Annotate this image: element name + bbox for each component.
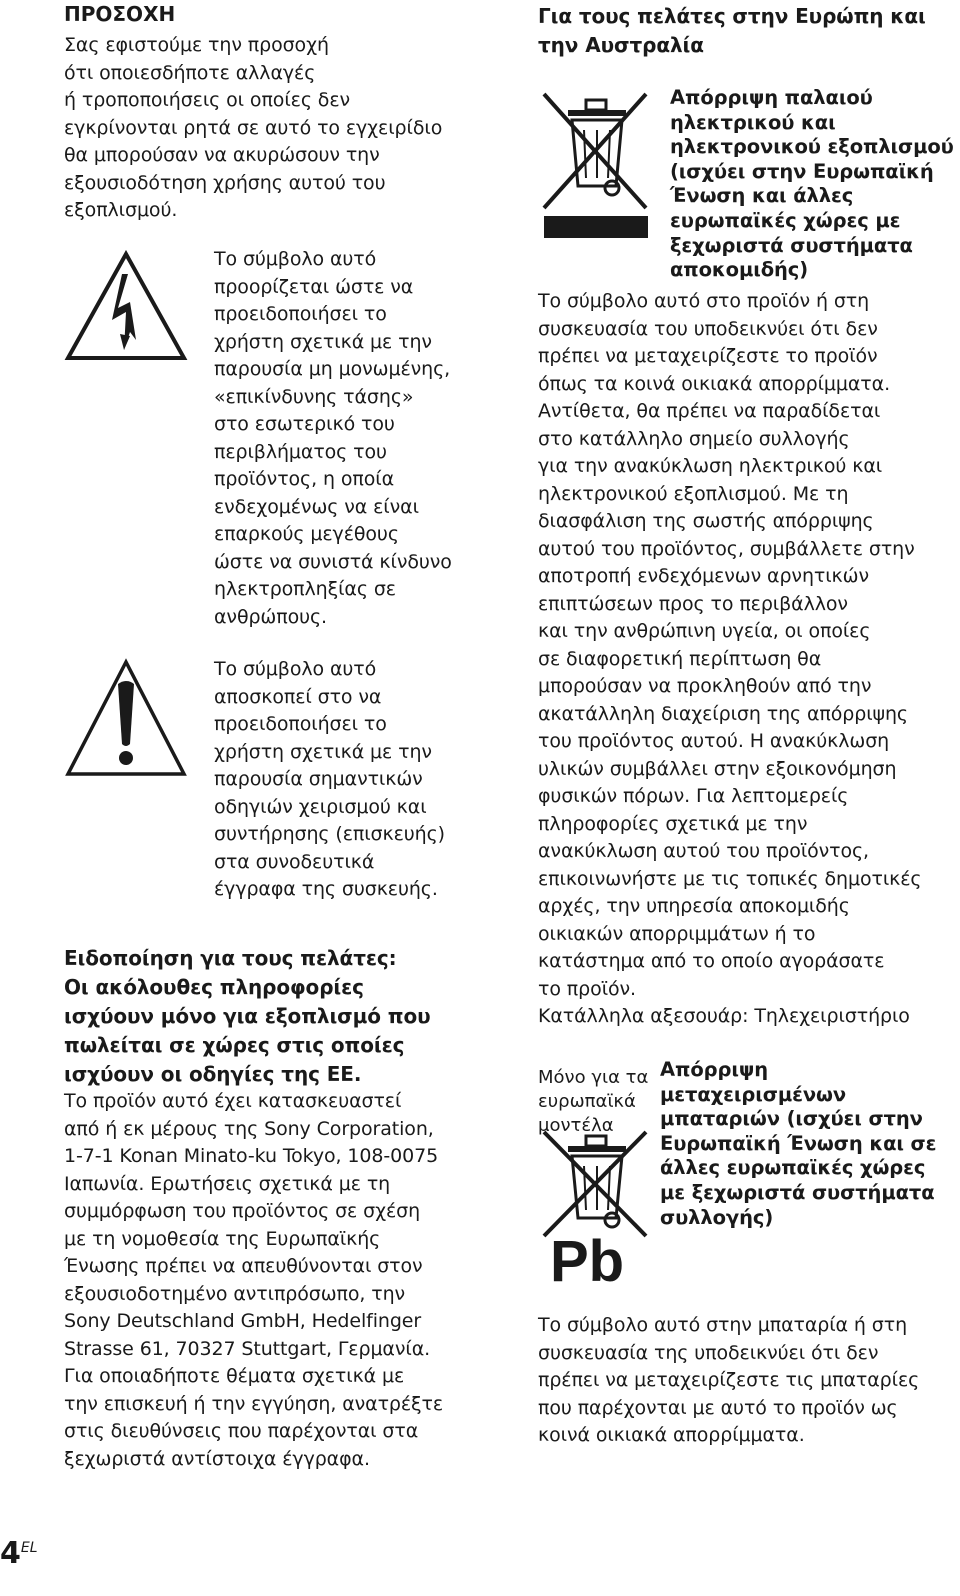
lightning-symbol-text: Το σύμβολο αυτό προορίζεται ώστε να προειδοποιήσει το χρήστη σχετικά με την παρουσία μη μονωμένης, «επικίνδυνης τάσης» στο εσωτερικό του περιβλήματος του προϊόντος, η οποία ενδεχομένως να είναι επαρκούς μεγέθους ώστε να συνιστά κίνδυνο ηλεκτροπληξίας σε ανθρώπους. bbox=[214, 248, 452, 628]
eu-notice-heading: Ειδοποίηση για τους πελάτες: Οι ακόλουθες πληροφορίες ισχύουν μόνο για εξοπλισμό που πωλείται σε χώρες στις οποίες ισχύουν οι οδηγίες της ΕΕ. bbox=[64, 946, 431, 1086]
caution-title: ΠΡΟΣΟΧΗ bbox=[64, 2, 176, 26]
battery-bin-pb-symbol bbox=[538, 1130, 658, 1300]
crossed-out-battery-bin-icon bbox=[538, 1130, 654, 1240]
exclamation-warning-icon bbox=[64, 658, 188, 778]
crossed-out-wheelie-bin-icon bbox=[538, 90, 654, 240]
weee-disposal-heading: Απόρριψη παλαιού ηλεκτρικού και ηλεκτρονικού εξοπλισμού (ισχύει στην Ευρωπαϊκή Ένωση και άλλες ευρωπαϊκές χώρες με ξεχωριστά συστήματα αποκομιδής) bbox=[670, 86, 954, 282]
page-number-value: 4 bbox=[0, 1536, 21, 1571]
lead-pb-label: Pb bbox=[550, 1229, 625, 1294]
european-models-only-label: Μόνο για τα ευρωπαϊκά μοντέλα bbox=[538, 1067, 649, 1136]
page-number bbox=[0, 1536, 38, 1571]
battery-disposal-text: Το σύμβολο αυτό στην μπαταρία ή στη συσκευασία της υποδεικνύει ότι δεν πρέπει να μεταχειρίζεστε τις μπαταρίες που παρέχονται με αυτό το προϊόν ως κοινά οικιακά απορρίμματα. bbox=[538, 1314, 920, 1446]
exclamation-symbol-text: Το σύμβολο αυτό αποσκοπεί στο να προειδοποιήσει το χρήστη σχετικά με την παρουσία σημαντικών οδηγιών χειρισμού και συντήρησης (επισκευής) στα συνοδευτικά έγγραφα της συσκευής. bbox=[214, 658, 445, 900]
electric-shock-warning-icon bbox=[64, 250, 188, 362]
weee-disposal-text: Το σύμβολο αυτό στο προϊόν ή στη συσκευασία του υποδεικνύει ότι δεν πρέπει να μεταχειρίζεστε το προϊόν όπως τα κοινά οικιακά απορρίμματα. Αντίθετα, θα πρέπει να παραδίδεται στο κατάλληλο σημείο συλλογής για την ανακύκλωση ηλεκτρικού και ηλεκτρονικού εξοπλισμού. Με τη διασφάλιση της σωστής απόρριψης αυτού του προϊόντος, συμβάλλετε στην αποτροπή ενδεχόμενων αρνητικών επιπτώσεων προς το περιβάλλον και την ανθρώπινη υγεία, οι οποίες σε διαφορετική περίπτωση θα μπορούσαν να προκληθούν από την ακατάλληλη διαχείριση της απόρριψης του προϊόντος αυτού. Η ανακύκλωση υλικών συμβάλλει στην εξοικονόμηση φυσικών πόρων. Για λεπτομερείς πληροφορίες σχετικά με την ανακύκλωση αυτού του προϊόντος, επικοινωνήστε με τις τοπικές δημοτικές αρχές, την υπηρεσία αποκομιδής οικιακών απορριμμάτων ή το κατάστημα από το οποίο αγοράσατε το προϊόν. Κατάλληλα αξεσουάρ: Τηλεχειριστήριο bbox=[538, 290, 922, 1027]
caution-text: Σας εφιστούμε την προσοχή ότι οποιεσδήποτε αλλαγές ή τροποποιήσεις οι οποίες δεν εγκρίνονται ρητά σε αυτό το εγχειρίδιο θα μπορούσαν να ακυρώσουν την εξουσιοδότηση χρήσης αυτού του εξοπλισμού. bbox=[64, 34, 443, 221]
eu-notice-text: Το προϊόν αυτό έχει κατασκευαστεί από ή εκ μέρους της Sony Corporation, 1-7-1 Konan Minato-ku Tokyo, 108-0075 Ιαπωνία. Ερωτήσεις σχετικά με τη συμμόρφωση του προϊόντος σε σχέση με τη νομοθεσία της Ευρωπαϊκής Ένωσης πρέπει να απευθύνονται στον εξουσιοδοτημένο αντιπρόσωπο, την Sony Deutschland GmbH, Hedelfinger Strasse 61, 70327 Stuttgart, Γερμανία. Για οποιαδήποτε θέματα σχετικά με την επισκευή ή την εγγύηση, ανατρέξτε στις διευθύνσεις που παρέχονται στα ξεχωριστά αντίστοιχα έγγραφα. bbox=[64, 1090, 444, 1470]
page-language-code: EL bbox=[20, 1540, 38, 1556]
europe-australia-title: Για τους πελάτες στην Ευρώπη και την Αυστραλία bbox=[538, 4, 926, 57]
battery-disposal-heading: Απόρριψη μεταχειρισμένων μπαταριών (ισχύει στην Ευρωπαϊκή Ένωση και σε άλλες ευρωπαϊκές χώρες με ξεχωριστά συστήματα συλλογής) bbox=[660, 1058, 937, 1229]
